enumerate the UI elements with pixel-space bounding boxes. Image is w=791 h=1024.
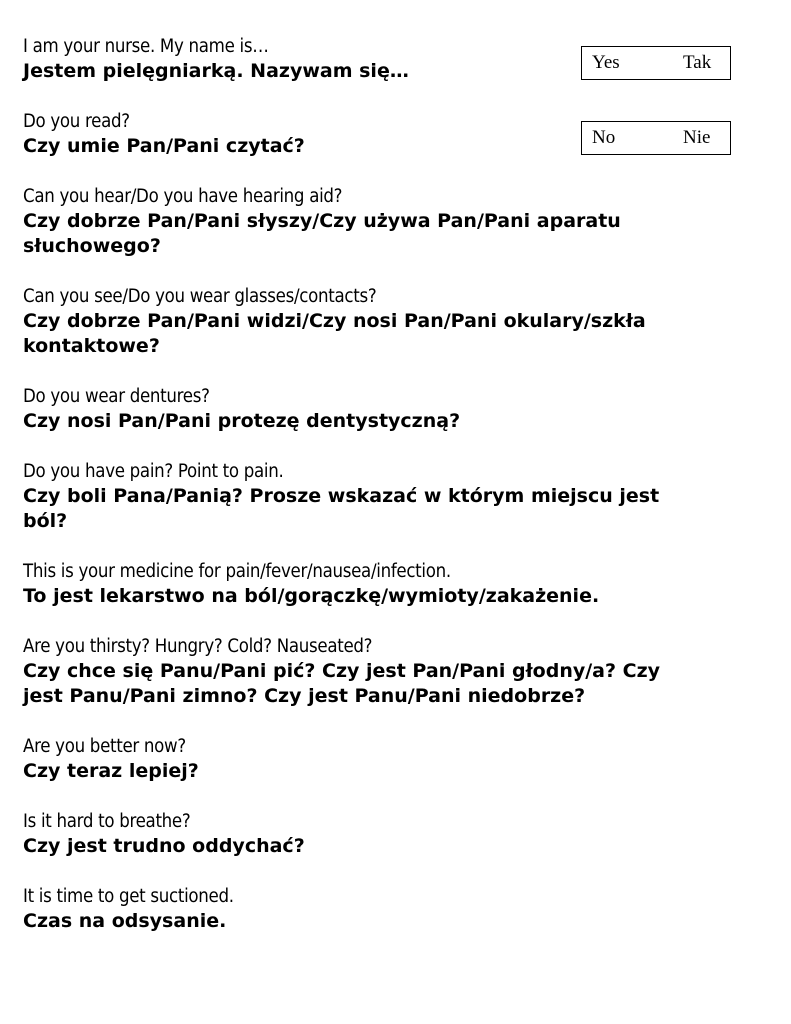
yes-polish-label: Tak	[683, 52, 712, 73]
english-phrase: Do you read?	[23, 111, 130, 132]
english-phrase: I am your nurse. My name is…	[23, 36, 269, 57]
no-english-label: No	[592, 127, 616, 148]
polish-phrase: Jestem pielęgniarką. Nazywam się…	[23, 60, 409, 82]
phrase-breathe	[23, 809, 673, 859]
phrase-better	[23, 734, 673, 784]
yes-answer-box	[581, 46, 731, 80]
no-answer-box	[581, 121, 731, 155]
english-phrase: This is your medicine for pain/fever/nausea/infection.	[23, 561, 451, 582]
phrase-list	[23, 34, 673, 959]
polish-phrase: To jest lekarstwo na ból/gorączkę/wymioty/zakażenie.	[23, 585, 600, 607]
polish-phrase: Czy umie Pan/Pani czytać?	[23, 135, 305, 157]
english-phrase: Do you wear dentures?	[23, 386, 210, 407]
polish-phrase: Czy nosi Pan/Pani protezę dentystyczną?	[23, 410, 461, 432]
yes-english-label: Yes	[592, 52, 620, 73]
phrase-nurse-intro	[23, 34, 673, 84]
english-phrase: It is time to get suctioned.	[23, 886, 234, 907]
polish-phrase: Czy chce się Panu/Pani pić? Czy jest Pan/Pani głodny/a? Czy jest Panu/Pani zimno? Czy jest Panu/Pani niedobrze?	[23, 660, 661, 707]
english-phrase: Can you see/Do you wear glasses/contacts?	[23, 286, 377, 307]
phrase-hearing	[23, 184, 673, 259]
polish-phrase: Czy dobrze Pan/Pani słyszy/Czy używa Pan/Pani aparatu słuchowego?	[23, 210, 621, 257]
english-phrase: Can you hear/Do you have hearing aid?	[23, 186, 343, 207]
phrase-vision	[23, 284, 673, 359]
english-phrase: Are you thirsty? Hungry? Cold? Nauseated?	[23, 636, 373, 657]
english-phrase: Do you have pain? Point to pain.	[23, 461, 284, 482]
polish-phrase: Czy teraz lepiej?	[23, 760, 199, 782]
english-phrase: Is it hard to breathe?	[23, 811, 191, 832]
phrase-read	[23, 109, 673, 159]
phrase-medicine	[23, 559, 673, 609]
no-polish-label: Nie	[683, 127, 711, 148]
polish-phrase: Czy boli Pana/Panią? Prosze wskazać w którym miejscu jest ból?	[23, 485, 660, 532]
phrase-dentures	[23, 384, 673, 434]
polish-phrase: Czy jest trudno oddychać?	[23, 835, 305, 857]
phrase-comfort	[23, 634, 673, 709]
polish-phrase: Czas na odsysanie.	[23, 910, 227, 932]
english-phrase: Are you better now?	[23, 736, 186, 757]
polish-phrase: Czy dobrze Pan/Pani widzi/Czy nosi Pan/Pani okulary/szkła kontaktowe?	[23, 310, 646, 357]
phrase-pain	[23, 459, 673, 534]
phrase-suction	[23, 884, 673, 934]
